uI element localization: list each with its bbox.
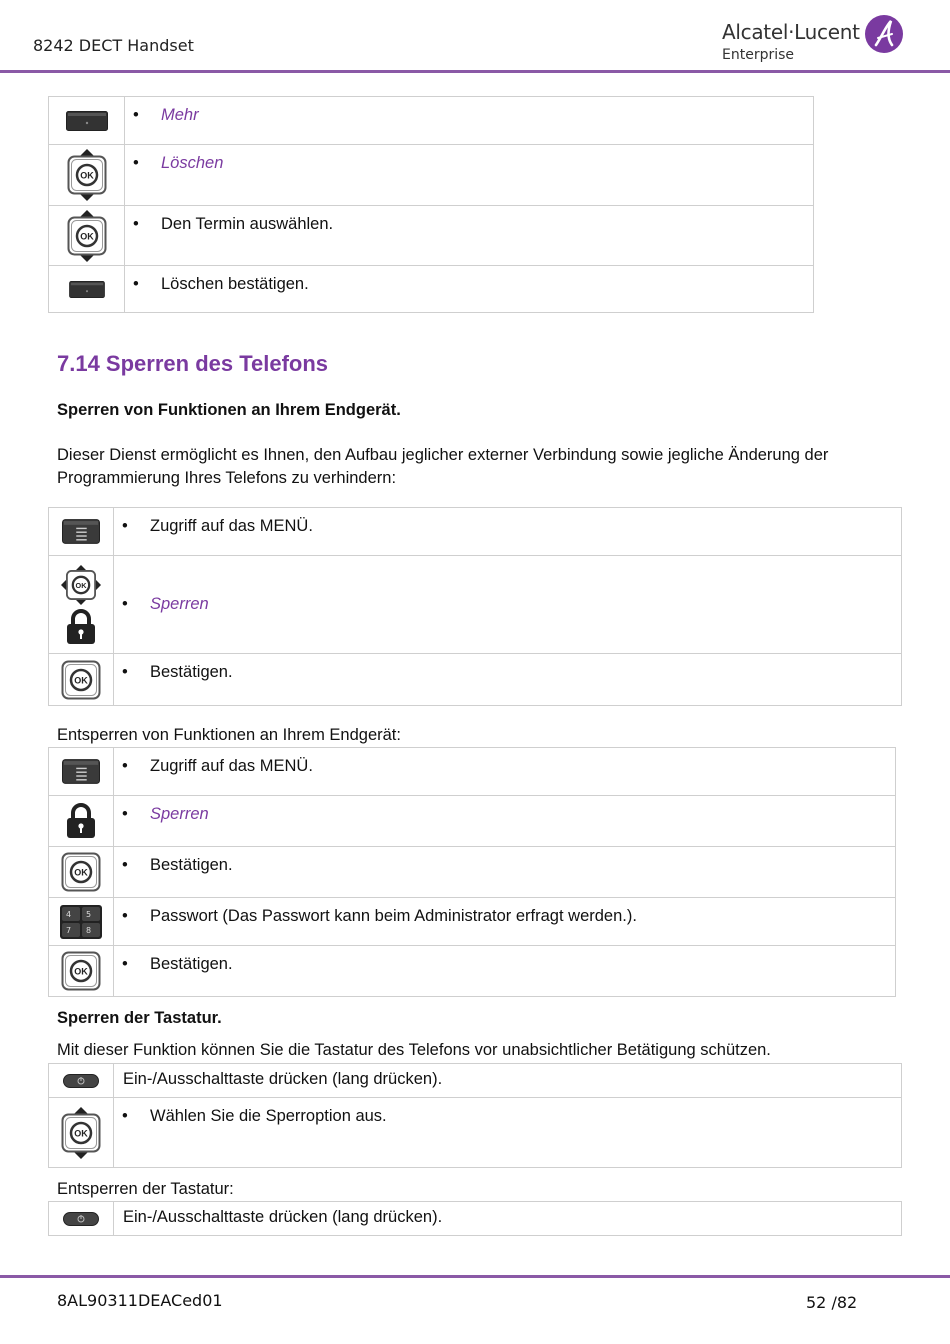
step-text: Passwort (Das Passwort kann beim Administrator erfragt werden.).: [150, 907, 637, 925]
step-text: Sperren: [150, 805, 209, 823]
power-key-icon: [63, 1212, 99, 1226]
table-row: • Zugriff auf das MENÜ.: [49, 748, 896, 796]
step-text: Löschen: [161, 154, 224, 172]
table-row: • Den Termin auswählen.: [49, 206, 814, 266]
steps-table-1: [48, 96, 814, 313]
table-row: • Zugriff auf das MENÜ.: [49, 508, 902, 556]
ok-button-icon: [61, 660, 101, 700]
paragraph-bold: Sperren der Tastatur.: [57, 1009, 222, 1027]
step-text: Ein-/Ausschalttaste drücken (lang drücken).: [123, 1208, 443, 1226]
table-row: • Löschen: [49, 145, 814, 206]
steps-table-3: [48, 747, 896, 997]
menu-key-icon: [62, 759, 100, 784]
nav-up-down-icon: [61, 1107, 101, 1159]
table-row: • Löschen bestätigen.: [49, 266, 814, 313]
alcatel-lucent-logo: [720, 14, 910, 66]
brand-sub: Enterprise: [722, 47, 795, 63]
step-text: Zugriff auf das MENÜ.: [150, 757, 313, 775]
table-row: • Wählen Sie die Sperroption aus.: [49, 1098, 902, 1168]
lock-icon: [66, 803, 96, 839]
alcatel-logo-icon: [864, 14, 904, 54]
table-row: [49, 1064, 902, 1098]
paragraph: Entsperren von Funktionen an Ihrem Endgerät:: [57, 726, 401, 744]
steps-table-4: [48, 1063, 902, 1168]
paragraph-bold: Sperren von Funktionen an Ihrem Endgerät.: [57, 401, 401, 419]
paragraph-line: Programmierung Ihres Telefons zu verhindern:: [57, 469, 397, 487]
paragraph: Mit dieser Funktion können Sie die Tastatur des Telefons vor unabsichtlicher Betätigung schützen.: [57, 1041, 771, 1059]
ok-button-icon: [61, 951, 101, 991]
steps-table-5: [48, 1201, 902, 1236]
step-text: Mehr: [161, 106, 199, 124]
table-row: • Passwort (Das Passwort kann beim Administrator erfragt werden.).: [49, 898, 896, 946]
step-text: Den Termin auswählen.: [161, 215, 334, 233]
ok-button-icon: [61, 852, 101, 892]
page-number: 52 /82: [806, 1293, 858, 1312]
table-row: • Bestätigen.: [49, 847, 896, 898]
nav-four-way-icon: [61, 565, 101, 605]
step-text: Bestätigen.: [150, 663, 233, 681]
lock-icon: [66, 609, 96, 645]
nav-up-down-icon: [67, 149, 107, 201]
header-title: 8242 DECT Handset: [33, 36, 194, 55]
steps-table-2: [48, 507, 902, 706]
footer-rule: [0, 1275, 950, 1278]
step-text: Bestätigen.: [150, 955, 233, 973]
paragraph-line: Dieser Dienst ermöglicht es Ihnen, den Aufbau jeglicher externer Verbindung sowie jegliche Änderung der: [57, 446, 829, 464]
header-rule: [0, 70, 950, 73]
table-row: • Sperren: [49, 796, 896, 847]
step-text: Bestätigen.: [150, 856, 233, 874]
power-key-icon: [63, 1074, 99, 1088]
table-row: [49, 1202, 902, 1236]
table-row: • Mehr: [49, 97, 814, 145]
step-text: Ein-/Ausschalttaste drücken (lang drücken).: [123, 1070, 443, 1088]
step-text: Wählen Sie die Sperroption aus.: [150, 1107, 387, 1125]
keypad-icon: [60, 905, 102, 939]
table-row: • Sperren: [49, 556, 902, 654]
step-text: Löschen bestätigen.: [161, 275, 309, 293]
softkey-icon: [69, 281, 105, 298]
menu-key-icon: [62, 519, 100, 544]
softkey-icon: [66, 111, 108, 131]
table-row: • Bestätigen.: [49, 654, 902, 706]
section-heading: 7.14 Sperren des Telefons: [57, 351, 329, 376]
brand-name: Alcatel·Lucent: [722, 20, 860, 44]
document-code: 8AL90311DEACed01: [57, 1291, 223, 1310]
step-text: Zugriff auf das MENÜ.: [150, 517, 313, 535]
table-row: • Bestätigen.: [49, 946, 896, 997]
paragraph: Entsperren der Tastatur:: [57, 1180, 234, 1198]
step-text: Sperren: [150, 595, 209, 613]
nav-up-down-icon: [67, 210, 107, 262]
